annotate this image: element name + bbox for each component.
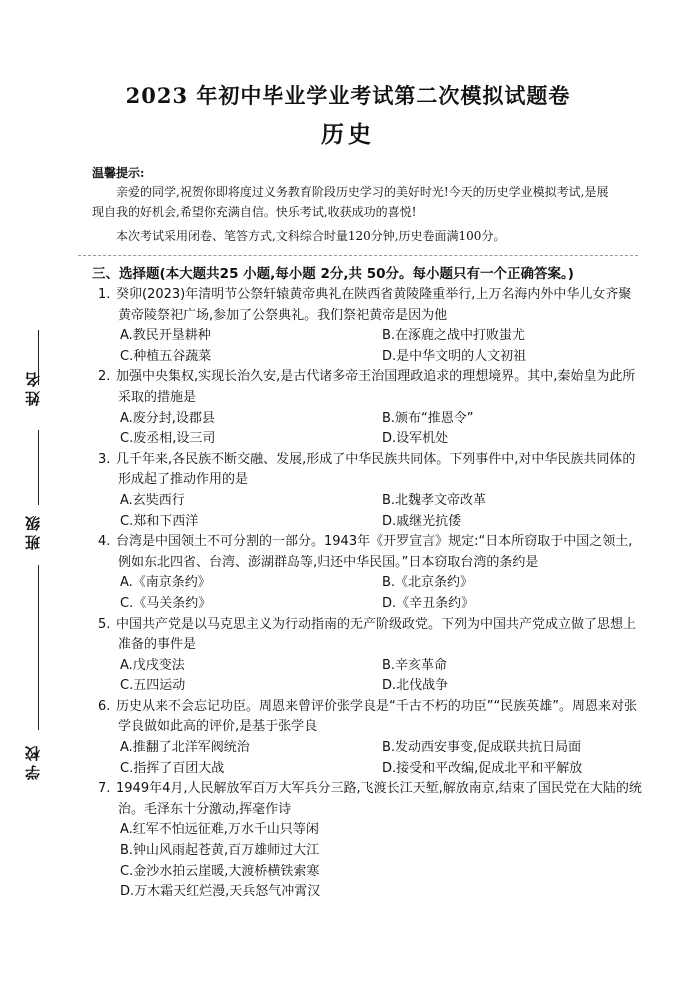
binding-margin (0, 0, 60, 983)
option-c: C.《马关条约》 (120, 595, 212, 611)
option-c: C.郑和下西洋 (120, 513, 199, 529)
option-b: B.在涿鹿之战中打败蚩尤 (382, 328, 526, 344)
question-1 (98, 285, 642, 367)
question-3 (98, 450, 642, 532)
option-d: D.《辛丑条约》 (382, 595, 475, 611)
option-b: B.发动西安事变,促成联共抗日局面 (382, 740, 582, 756)
question-number: 3. (98, 451, 111, 467)
option-b: B.钟山风雨起苍黄,百万雄师过大江 (120, 843, 320, 859)
option-d: D.接受和平改编,促成北平和平解放 (382, 760, 583, 776)
tips-paragraph-1: 亲爱的同学,祝贺你即将度过义务教育阶段历史学习的美好时光!今天的历史学业模拟考试,是展现自我的好机会,希望你充满自信。快乐考试,收获成功的喜悦! (92, 185, 609, 219)
question-number: 7. (98, 781, 111, 797)
class-label: 班级 (24, 512, 42, 550)
question-5 (98, 615, 642, 697)
option-b: B.辛亥革命 (382, 657, 448, 673)
question-number: 4. (98, 534, 111, 550)
option-a: A.戊戌变法 (120, 657, 185, 673)
option-c: C.指挥了百团大战 (120, 760, 225, 776)
option-a: A.废分封,设郡县 (120, 410, 215, 426)
option-c: C.种植五谷蔬菜 (120, 348, 212, 364)
class-blank-line (38, 430, 39, 505)
question-stem: 癸卯(2023)年清明节公祭轩辕黄帝典礼在陕西省黄陵隆重举行,上万名海内外中华儿女齐聚黄帝陵祭祀广场,参加了公祭典礼。我们祭祀黄帝是因为他 (116, 287, 632, 323)
question-4 (98, 532, 642, 614)
option-a: A.《南京条约》 (120, 575, 211, 591)
school-blank-line (38, 565, 39, 730)
question-list (98, 285, 642, 903)
section-heading: 三、选择题(本大题共25 小题,每小题 2分,共 50分。每小题只有一个正确答案。) (92, 266, 574, 282)
question-2 (98, 367, 642, 449)
question-stem: 1949年4月,人民解放军百万大军兵分三路,飞渡长江天堑,解放南京,结束了国民党在大陆的统治。毛泽东十分激动,挥毫作诗 (116, 781, 642, 817)
question-stem: 历史从来不会忘记功臣。周恩来曾评价张学良是“千古不朽的功臣”“民族英雄”。周恩来对张学良做如此高的评价,是基于张学良 (116, 698, 637, 735)
option-a: A.教民开垦耕种 (120, 328, 211, 344)
option-c: C.五四运动 (120, 678, 186, 694)
exam-subject: 历史 (321, 121, 375, 148)
option-d: D.戚继光抗倭 (382, 513, 462, 529)
school-label: 学校 (24, 742, 42, 780)
option-b: B.北魏孝文帝改革 (382, 492, 487, 508)
question-7 (98, 779, 642, 903)
option-b: B.颁布“推恩令” (382, 410, 474, 426)
question-number: 2. (98, 369, 111, 385)
question-stem: 台湾是中国领土不可分割的一部分。1943年《开罗宣言》规定:“日本所窃取于中国之领土,例如东北四省、台湾、澎湖群岛等,归还中华民国。”日本窃取台湾的条约是 (116, 534, 633, 570)
question-number: 6. (98, 698, 111, 714)
option-d: D.万木霜天红烂漫,天兵怒气冲霄汉 (120, 884, 321, 900)
section-divider (78, 255, 638, 256)
option-c: C.废丞相,设三司 (120, 431, 216, 447)
tips-paragraph-2: 本次考试采用闭卷、笔答方式,文科综合时量120分钟,历史卷面满100分。 (116, 229, 506, 243)
option-d: D.设军机处 (382, 431, 449, 447)
option-d: D.北伐战争 (382, 678, 449, 694)
tips-heading: 温馨提示: (92, 166, 145, 180)
question-number: 1. (98, 287, 111, 302)
exam-title: 2023 年初中毕业学业考试第二次模拟试题卷 (125, 83, 571, 108)
option-c: C.金沙水拍云崖暖,大渡桥横铁索寒 (120, 863, 320, 879)
question-stem: 几千年来,各民族不断交融、发展,形成了中华民族共同体。下列事件中,对中华民族共同体的形成起了推动作用的是 (116, 451, 636, 488)
option-b: B.《北京条约》 (382, 575, 474, 591)
name-label: 姓名 (24, 368, 42, 406)
option-d: D.是中华文明的人文初祖 (382, 348, 527, 364)
option-a: A.推翻了北洋军阀统治 (120, 740, 250, 756)
question-6 (98, 697, 642, 779)
question-stem: 加强中央集权,实现长治久安,是古代诸多帝王治国理政追求的理想境界。其中,秦始皇为此所采取的措施是 (116, 369, 636, 405)
question-stem: 中国共产党是以马克思主义为行动指南的无产阶级政党。下列为中国共产党成立做了思想上准备的事件是 (116, 616, 637, 653)
option-a: A.红军不怕远征难,万水千山只等闲 (120, 822, 319, 838)
question-number: 5. (98, 616, 111, 632)
option-a: A.玄奘西行 (120, 492, 185, 508)
